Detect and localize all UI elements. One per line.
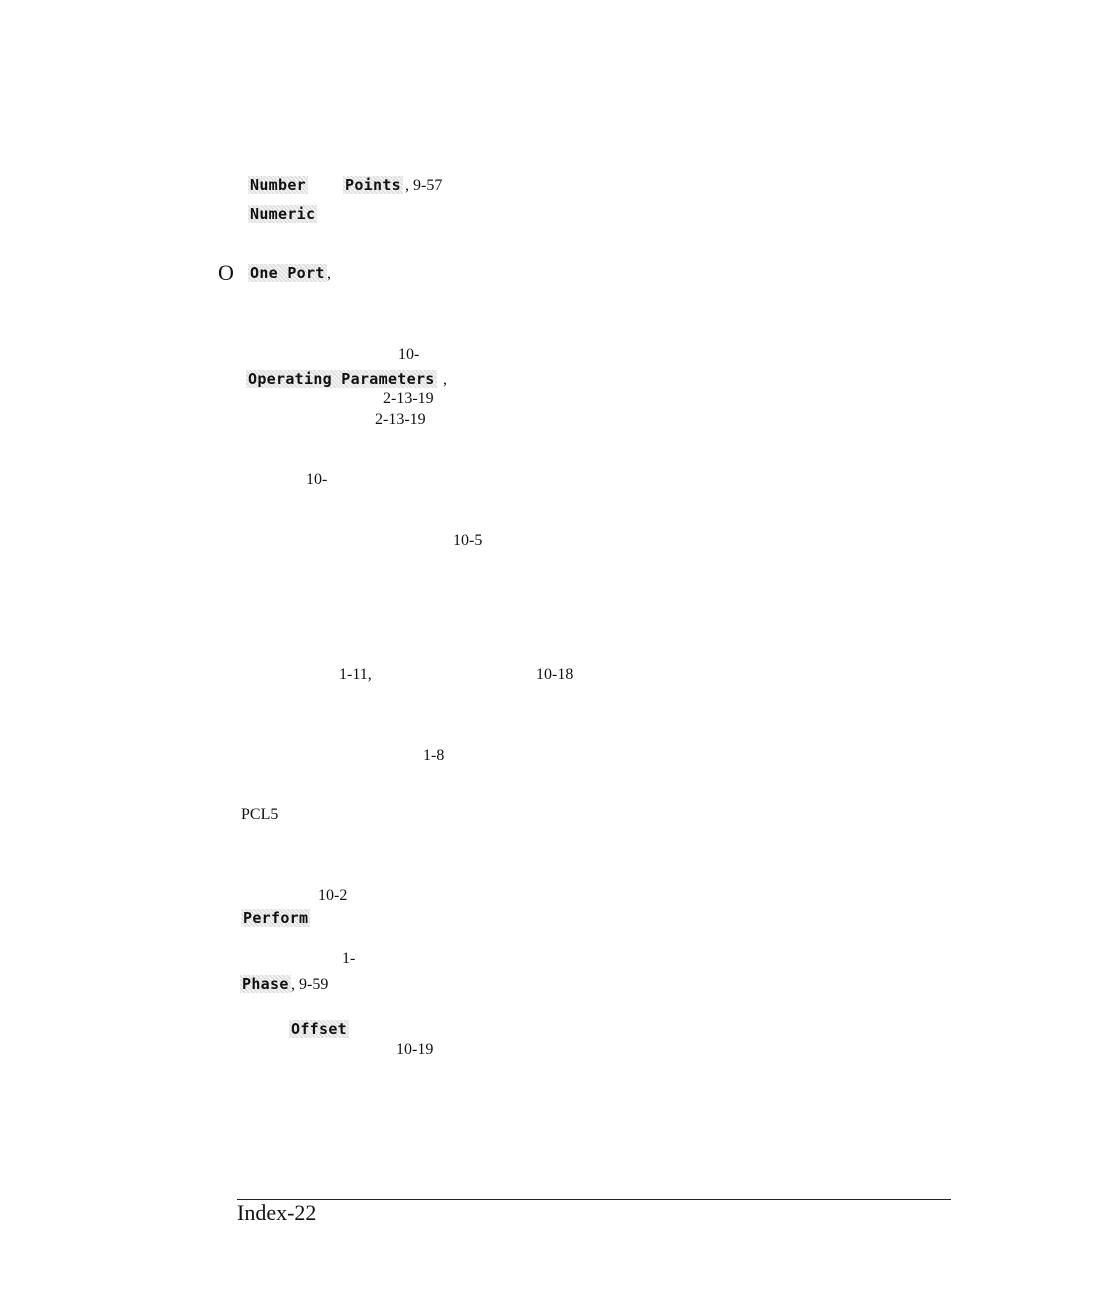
- page-ref-1: 1-: [342, 950, 356, 967]
- operating-parameters-softkey-label: Operating Parameters: [248, 370, 435, 388]
- points-softkey-label: Points: [345, 176, 401, 194]
- page-ref-2-13-19-a: 2-13-19: [383, 390, 434, 407]
- numeric-softkey-label: Numeric: [250, 205, 316, 223]
- number-softkey-label: Number: [250, 176, 306, 194]
- points-page-ref: , 9-57: [405, 177, 443, 194]
- page-number: Index-22: [237, 1200, 317, 1225]
- phase-page-ref: , 9-59: [291, 976, 329, 993]
- offset-softkey-label: Offset: [291, 1020, 347, 1038]
- page-ref-10b: 10-: [306, 471, 328, 488]
- one-port-softkey-label: One Port: [250, 264, 325, 282]
- page-ref-10-19: 10-19: [396, 1041, 434, 1058]
- perform-softkey-label: Perform: [243, 909, 309, 927]
- page-ref-10-5: 10-5: [453, 532, 483, 549]
- pcl5-label: PCL5: [241, 806, 279, 823]
- page-ref-10a: 10-: [398, 346, 420, 363]
- phase-softkey-label: Phase: [242, 975, 289, 993]
- page-ref-1-11: 1-11,: [339, 666, 372, 683]
- section-letter-o: O: [218, 260, 234, 285]
- footer-divider: [237, 1199, 951, 1200]
- page-ref-10-18: 10-18: [536, 666, 574, 683]
- page-ref-1-8: 1-8: [423, 747, 445, 764]
- page-ref-10-2: 10-2: [318, 887, 348, 904]
- operating-parameters-comma: ,: [443, 371, 447, 388]
- page-ref-2-13-19-b: 2-13-19: [375, 411, 426, 428]
- one-port-comma: ,: [327, 265, 331, 282]
